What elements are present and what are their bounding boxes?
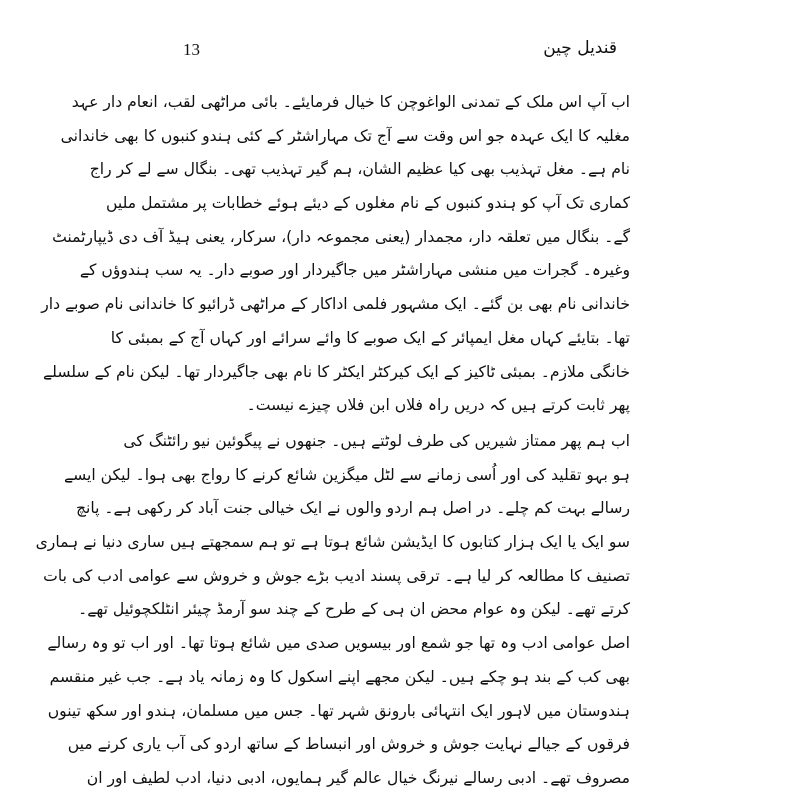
paragraph <box>41 86 630 423</box>
page-number: 13 <box>183 40 200 59</box>
running-title: قندیل چین <box>543 38 617 58</box>
text-line: تصنیف کا مطالعہ کر لیا ہے۔ ترقی پسند ادیب بڑے جوش و خروش سے عوامی ادب کی بات <box>43 566 630 585</box>
text-line: رسالے بہت کم چلے۔ در اصل ہم اردو والوں نے ایک خیالی جنت آباد کر رکھی ہے۔ پانچ <box>75 499 630 518</box>
text-line: تھا۔ بتایئے کہاں مغل ایمپائر کے ایک صوبے کا وائے سرائے اور کہاں آج کے بمبئی کا <box>110 328 630 347</box>
text-line: مغلیہ کا ایک عہدہ جو اس وقت سے آج تک مہاراشٹر کے کئی ہندو کنبوں کا بھی خاندانی <box>60 126 630 145</box>
text-line: گے۔ بنگال میں تعلقہ دار، مجمدار (یعنی مجموعہ دار)، سرکار، یعنی ہیڈ آف دی ڈیپارٹمنٹ <box>52 227 630 246</box>
paragraph <box>35 425 630 796</box>
text-line: ہو بہو تقلید کی اور اُسی زمانے سے لٹل میگزین شائع کرنے کا رواج بھی ہوا۔ لیکن ایسے <box>64 465 630 484</box>
text-line: خانگی ملازم۔ بمبئی ٹاکیز کے ایک کیرکٹر ایکٹر کا نام بھی جاگیردار تھا۔ لیکن نام کے سلسلے <box>43 362 630 381</box>
text-line: سو ایک یا ایک ہزار کتابوں کا ایڈیشن شائع ہوتا ہے تو ہم سمجھتے ہیں ساری دنیا نے ہماری <box>35 533 630 552</box>
text-line: اب ہم پھر ممتاز شیریں کی طرف لوٹتے ہیں۔ جنھوں نے پیگوئین نیو رائٹنگ کی <box>123 432 630 450</box>
text-line: نام ہے۔ مغل تہذیب بھی کیا عظیم الشان، ہم گیر تہذیب تھی۔ بنگال سے لے کر راج <box>89 160 630 179</box>
text-line: مصروف تھے۔ ادبی رسالے نیرنگ خیال عالم گیر ہمایوں، ادبی دنیا، ادب لطیف اور ان <box>86 768 630 787</box>
text-line: فرقوں کے جیالے نہایت جوش و خروش اور انبساط کے ساتھ اردو کی آب یاری کرنے میں <box>67 735 630 754</box>
text-line: اب آپ اس ملک کے تمدنی الواغوچن کا خیال فرمایئے۔ بائی مراٹھی لقب، انعام دار عہد <box>71 93 630 111</box>
text-line: بھی کب کے بند ہو چکے ہیں۔ لیکن مجھے اپنے اسکول کا وہ زمانہ یاد ہے۔ جب غیر منقسم <box>49 667 630 686</box>
text-line: پھر ثابت کرتے ہیں کہ دریں راہ فلاں ابن فلاں چیزے نیست۔ <box>246 396 630 415</box>
text-line: کرتے تھے۔ لیکن وہ عوام محض ان ہی کے طرح کے چند سو آرمڈ چیئر انٹلکچوئیل تھے۔ <box>78 600 630 619</box>
text-line: خاندانی نام بھی بن گئے۔ ایک مشہور فلمی اداکار کے مراٹھی ڈرائیو کا خاندانی نام صوبے دار <box>41 295 630 314</box>
text-line: اصل عوامی ادب وہ تھا جو شمع اور بیسویں صدی میں شائع ہوتا تھا۔ اور اب تو وہ رسالے <box>47 634 630 653</box>
text-line: کماری تک آپ کو ہندو کنبوں کے نام مغلوں کے دیئے ہوئے خطابات پر مشتمل ملیں <box>106 194 630 213</box>
text-line: ہندوستان میں لاہور ایک انتہائی بارونق شہر تھا۔ جس میں مسلمان، ہندو اور سکھ تینوں <box>47 701 630 720</box>
text-line: وغیرہ۔ گجرات میں منشی مہاراشٹر میں جاگیردار اور صوبے دار۔ یہ سب ہندوؤں کے <box>79 261 630 280</box>
